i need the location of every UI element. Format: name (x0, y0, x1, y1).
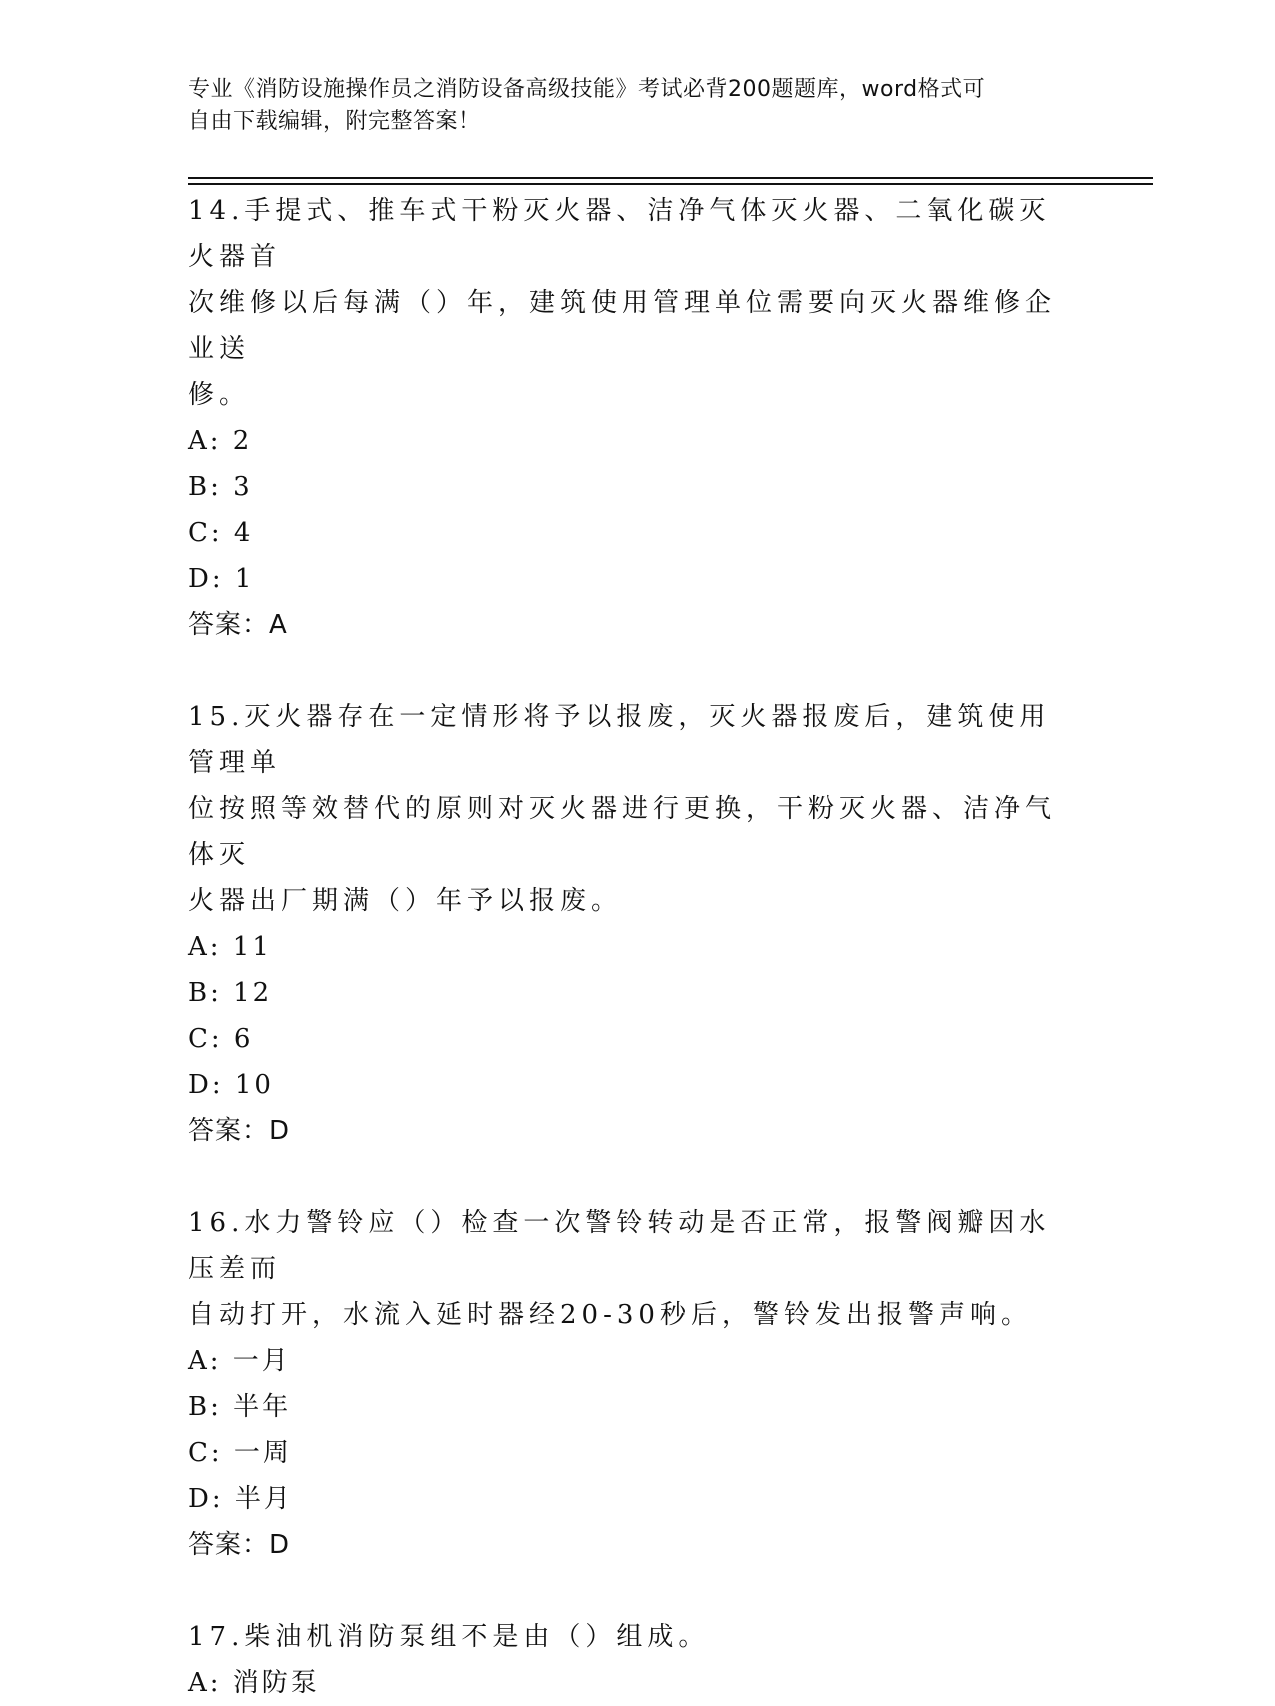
option-d: D: 半月 (188, 1484, 293, 1514)
question-stem-line: 16.水力警铃应（）检查一次警铃转动是否正常，报警阀瓣因水压差而 (188, 1208, 1051, 1284)
option-b: B: 半年 (188, 1392, 292, 1422)
question-stem-line: 位按照等效替代的原则对灭火器进行更换，干粉灭火器、洁净气体灭 (188, 794, 1057, 870)
question-16 (188, 1200, 1078, 1568)
question-stem-line: 次维修以后每满（）年，建筑使用管理单位需要向灭火器维修企业送 (188, 288, 1057, 364)
answer: 答案：D (188, 1116, 291, 1146)
answer: 答案：D (188, 1530, 291, 1560)
question-15 (188, 694, 1078, 1154)
question-stem-line: 修。 (188, 380, 251, 410)
question-stem-line: 火器出厂期满（）年予以报废。 (188, 886, 623, 916)
option-c: C: 6 (188, 1024, 254, 1054)
option-d: D: 10 (188, 1070, 274, 1100)
question-stem-line: 14.手提式、推车式干粉灭火器、洁净气体灭火器、二氧化碳灭火器首 (188, 196, 1051, 272)
question-14 (188, 188, 1078, 648)
option-c: C: 一周 (188, 1438, 292, 1468)
question-stem-line: 17.柴油机消防泵组不是由（）组成。 (188, 1622, 710, 1652)
question-spacer (188, 1154, 1078, 1200)
question-stem-line: 自动打开，水流入延时器经20-30秒后，警铃发出报警声响。 (188, 1300, 1032, 1330)
option-a: A: 消防泵 (188, 1668, 320, 1698)
option-c: C: 4 (188, 518, 254, 548)
option-a: A: 一月 (188, 1346, 291, 1376)
question-list (188, 188, 1078, 1706)
option-b: B: 3 (188, 472, 253, 502)
header-line-1: 专业《消防设施操作员之消防设备高级技能》考试必背200题题库，word格式可 (188, 77, 986, 102)
header-divider-top (188, 177, 1153, 179)
question-17 (188, 1614, 1078, 1706)
question-stem-line: 15.灭火器存在一定情形将予以报废，灭火器报废后，建筑使用管理单 (188, 702, 1051, 778)
answer: 答案：A (188, 610, 288, 640)
option-d: D: 1 (188, 564, 255, 594)
document-header (188, 74, 1068, 138)
option-a: A: 11 (188, 932, 272, 962)
option-b: B: 12 (188, 978, 273, 1008)
option-a: A: 2 (188, 426, 253, 456)
question-spacer (188, 1568, 1078, 1614)
header-divider-bottom (188, 183, 1153, 185)
header-line-2: 自由下载编辑，附完整答案！ (188, 109, 481, 134)
question-spacer (188, 648, 1078, 694)
